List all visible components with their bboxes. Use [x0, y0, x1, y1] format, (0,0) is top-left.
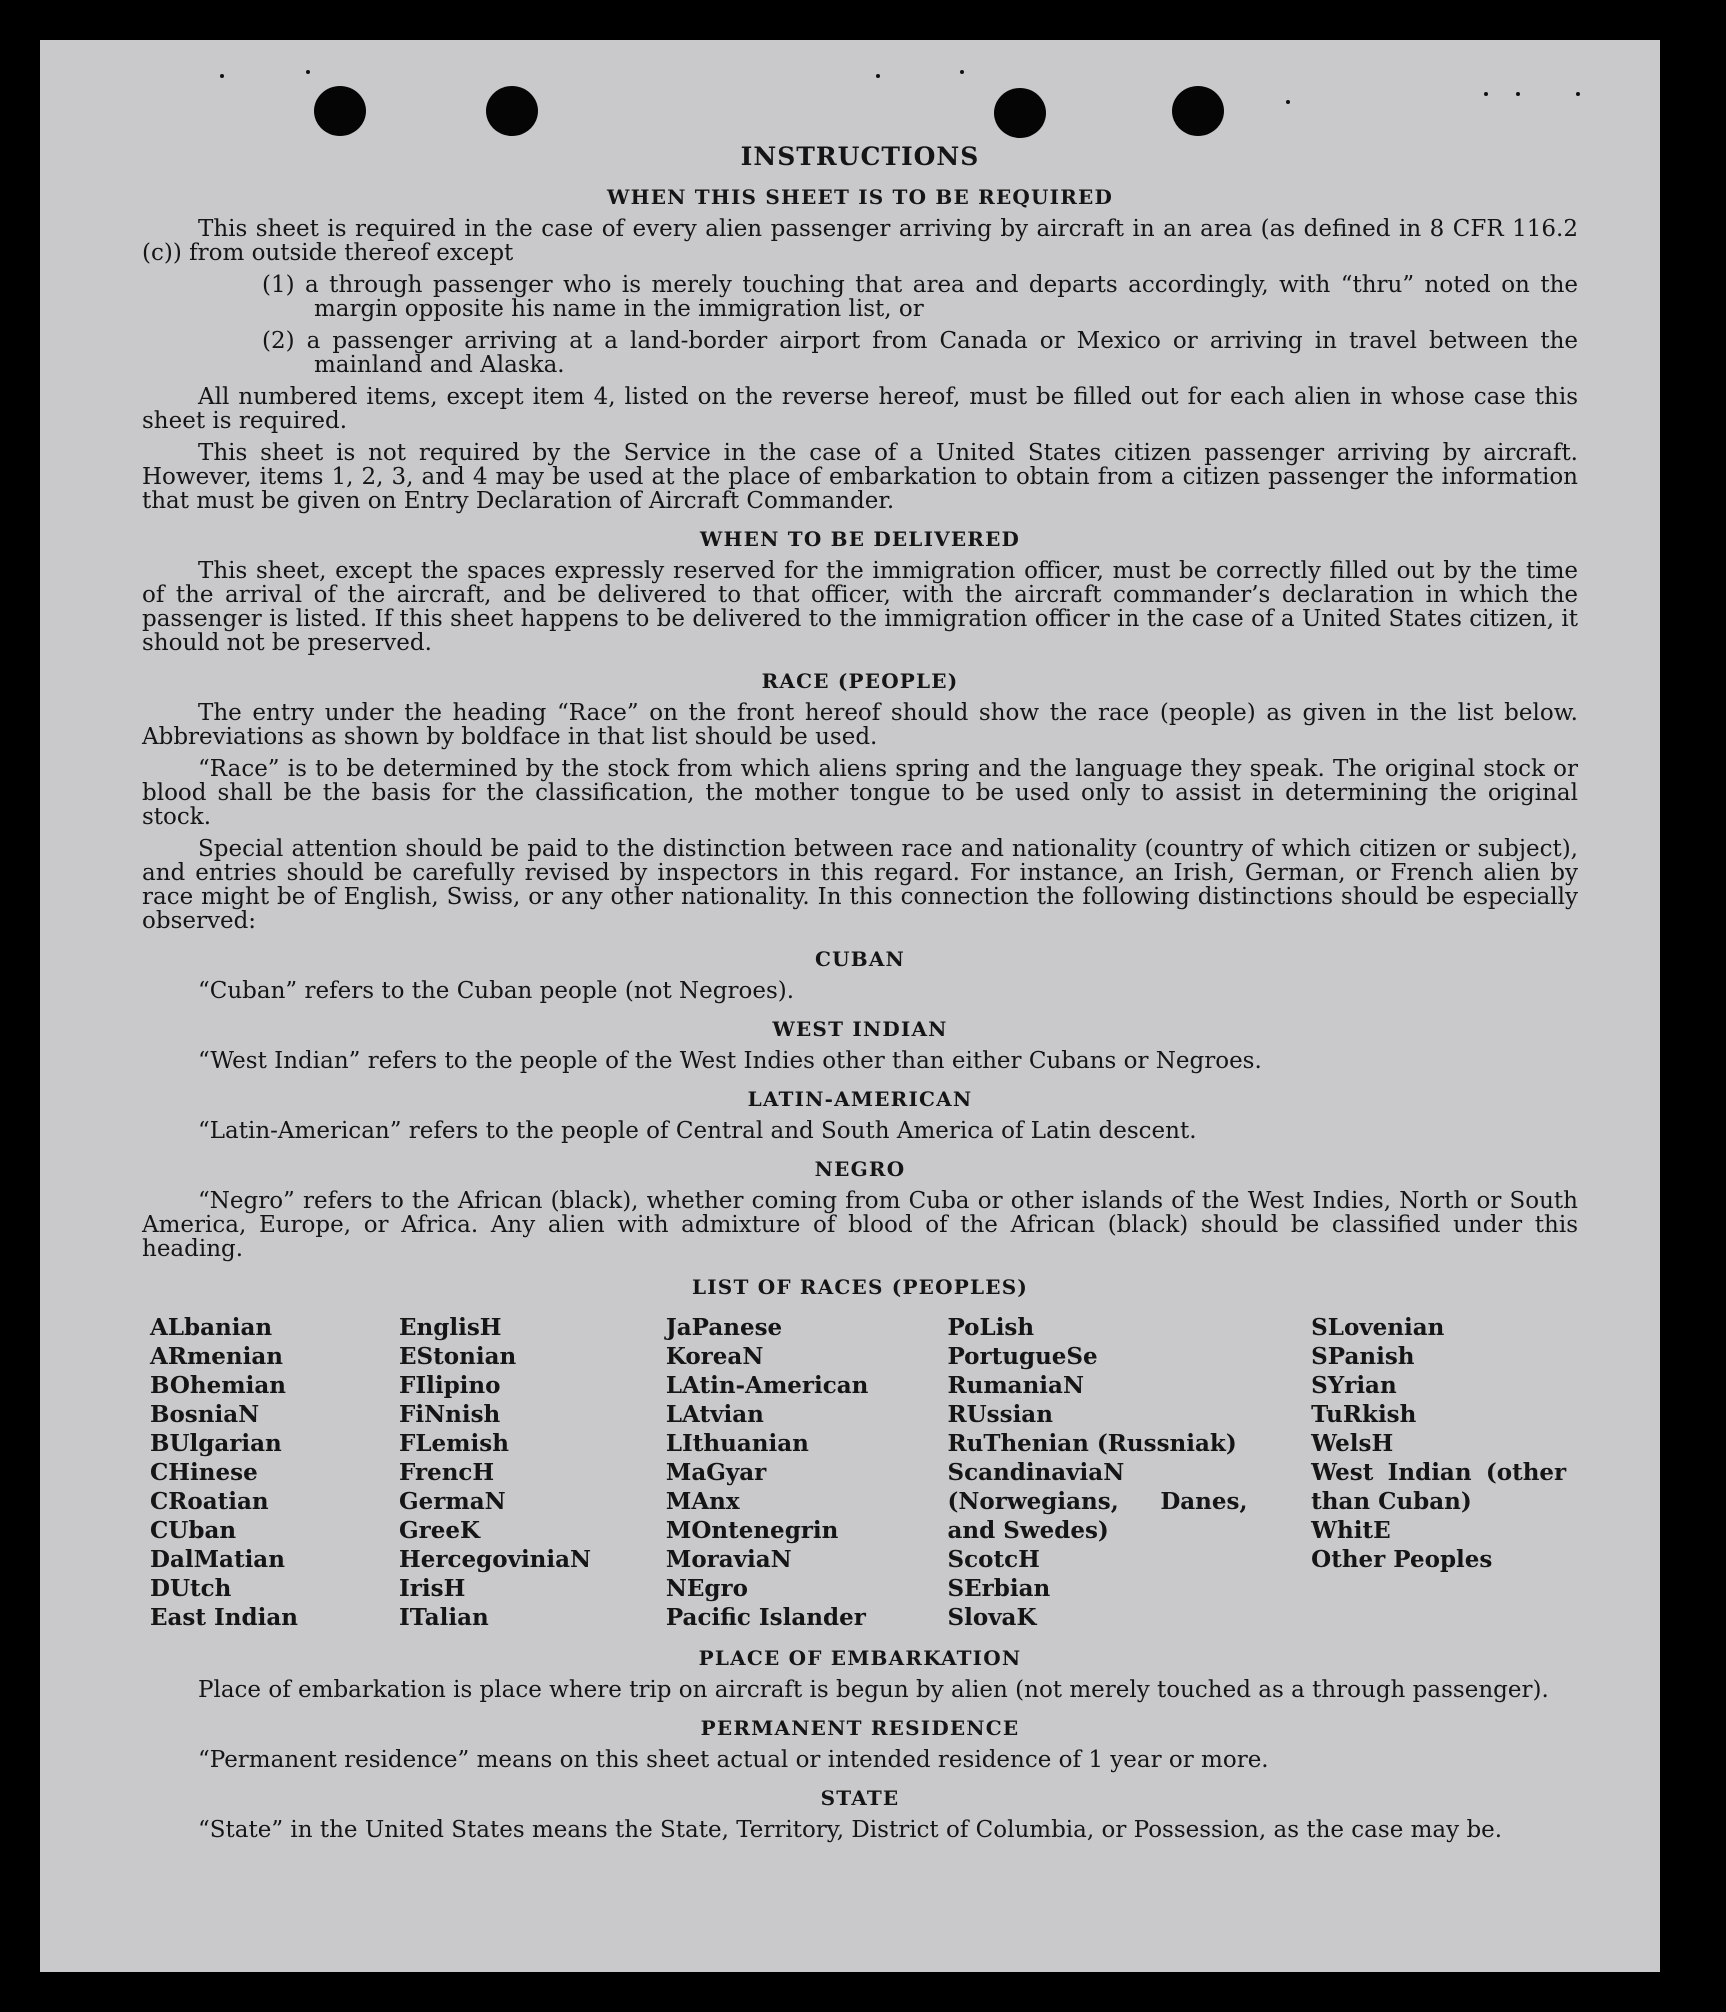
section-heading: STATE: [820, 1786, 900, 1810]
race-entry: LIthuanian: [665, 1430, 809, 1457]
race-entry: MOntenegrin: [665, 1517, 839, 1544]
race-entry: BOhemian: [150, 1372, 286, 1399]
race-entry: CRoatian: [150, 1488, 269, 1515]
race-entry: SErbian: [947, 1575, 1051, 1602]
paragraph: “Negro” refers to the African (black), whether coming from Cuba or other islands of the West Indies, North or South America, Europe, or Africa. Any alien with admixture of blood of the African (black) should be classified under this heading.: [142, 1188, 1578, 1262]
race-entry: MaGyar: [665, 1459, 767, 1486]
race-entry: PoLish: [947, 1314, 1035, 1341]
paragraph: “West Indian” refers to the people of the West Indies other than either Cubans or Negroes.: [198, 1048, 1262, 1074]
section-heading: NEGRO: [814, 1157, 906, 1181]
race-list: [150, 1313, 1578, 1632]
race-entry: MoraviaN: [665, 1546, 792, 1573]
paragraph: “State” in the United States means the State, Territory, District of Columbia, or Possession, as the case may be.: [198, 1817, 1503, 1843]
race-entry: IrisH: [399, 1575, 466, 1602]
speck: [1484, 92, 1488, 96]
race-entry: CUban: [150, 1517, 237, 1544]
paragraph: All numbered items, except item 4, listed on the reverse hereof, must be filled out for each alien in whose case this sheet is required.: [142, 384, 1578, 434]
race-entry: SlovaK: [947, 1604, 1037, 1631]
punch-hole: [314, 86, 366, 136]
section-heading: RACE (PEOPLE): [761, 669, 959, 693]
race-entry: GermaN: [399, 1488, 506, 1515]
race-entry: ALbanian: [150, 1314, 273, 1341]
section-heading: WHEN THIS SHEET IS TO BE REQUIRED: [606, 185, 1114, 209]
race-entry: West Indian (other than Cuban): [1311, 1459, 1567, 1515]
speck: [1576, 92, 1580, 96]
paragraph: This sheet is not required by the Service in the case of a United States citizen passenger arriving by aircraft. However, items 1, 2, 3, and 4 may be used at the place of embarkation to obtain from a citizen passenger the information that must be given on Entry Declaration of Aircraft Commander.: [142, 440, 1578, 514]
section-heading: WHEN TO BE DELIVERED: [699, 527, 1021, 551]
race-entry: ARmenian: [150, 1343, 284, 1370]
exception-item: (2) a passenger arriving at a land-border airport from Canada or Mexico or arriving in travel between the mainland and Alaska.: [262, 328, 1578, 378]
section-heading: PERMANENT RESIDENCE: [700, 1716, 1020, 1740]
page-title: INSTRUCTIONS: [740, 142, 980, 171]
punch-hole: [994, 88, 1046, 138]
race-entry: FIlipino: [399, 1372, 501, 1399]
section-heading: LATIN-AMERICAN: [747, 1087, 973, 1111]
section-heading: LIST OF RACES (PEOPLES): [691, 1275, 1029, 1299]
section-heading: CUBAN: [814, 947, 906, 971]
race-entry: East Indian: [150, 1604, 298, 1631]
paragraph: This sheet is required in the case of every alien passenger arriving by aircraft in an area (as defined in 8 CFR 116.2 (c)) from outside thereof except: [142, 216, 1578, 266]
section-heading: WEST INDIAN: [772, 1017, 948, 1041]
race-entry: LAtin-American: [665, 1372, 869, 1399]
paragraph: The entry under the heading “Race” on the front hereof should show the race (people) as given in the list below. Abbreviations as shown by boldface in that list should be used.: [142, 700, 1578, 750]
race-entry: LAtvian: [665, 1401, 764, 1428]
paragraph: Place of embarkation is place where trip on aircraft is begun by alien (not merely touched as a through passenger).: [198, 1677, 1549, 1703]
speck: [876, 74, 880, 78]
race-entry: Other Peoples: [1311, 1546, 1493, 1573]
race-entry: HercegoviniaN: [399, 1546, 592, 1573]
race-entry: JaPanese: [665, 1314, 783, 1341]
speck: [1516, 92, 1520, 96]
race-entry: DalMatian: [150, 1546, 285, 1573]
race-entry: BUlgarian: [150, 1430, 282, 1457]
race-entry: RUssian: [947, 1401, 1053, 1428]
paragraph: Special attention should be paid to the distinction between race and nationality (country of which citizen or subject), and entries should be carefully revised by inspectors in this regard. For instance, an Irish, German, or French alien by race might be of English, Swiss, or any other nationality. In this connection the following distinctions should be especially observed:: [142, 836, 1578, 934]
race-entry: FrencH: [399, 1459, 495, 1486]
paragraph: “Race” is to be determined by the stock from which aliens spring and the language they speak. The original stock or blood shall be the basis for the classification, the mother tongue to be used only to assist in determining the original stock.: [142, 756, 1578, 830]
race-entry: FLemish: [399, 1430, 509, 1457]
race-entry: RumaniaN: [947, 1372, 1084, 1399]
race-entry: BosniaN: [150, 1401, 260, 1428]
document-page: [40, 40, 1660, 1972]
race-entry: ITalian: [399, 1604, 489, 1631]
race-entry: DUtch: [150, 1575, 232, 1602]
exception-item: (1) a through passenger who is merely touching that area and departs accordingly, with “thru” noted on the margin opposite his name in the immigration list, or: [262, 272, 1578, 322]
race-entry: Pacific Islander: [665, 1604, 866, 1631]
race-entry: MAnx: [665, 1488, 740, 1515]
paragraph: “Latin-American” refers to the people of Central and South America of Latin descent.: [198, 1118, 1197, 1144]
punch-hole: [1172, 86, 1224, 136]
punch-hole: [486, 86, 538, 136]
race-column: [666, 1313, 948, 1632]
race-entry: EStonian: [399, 1343, 517, 1370]
race-entry: SLovenian: [1311, 1314, 1445, 1341]
race-entry: CHinese: [150, 1459, 258, 1486]
speck: [960, 70, 964, 74]
race-entry: ScandinaviaN (Norwegians, Danes, and Swedes): [947, 1459, 1248, 1544]
race-entry: WelsH: [1311, 1430, 1394, 1457]
race-entry: TuRkish: [1311, 1401, 1417, 1428]
speck: [306, 70, 310, 74]
race-entry: RuThenian (Russniak): [947, 1430, 1237, 1457]
paragraph: “Permanent residence” means on this sheet actual or intended residence of 1 year or more.: [198, 1747, 1269, 1773]
paragraph: This sheet, except the spaces expressly reserved for the immigration officer, must be correctly filled out by the time of the arrival of the aircraft, and be delivered to that officer, with the aircraft commander’s declaration in which the passenger is listed. If this sheet happens to be delivered to the immigration officer in the case of a United States citizen, it should not be preserved.: [142, 558, 1578, 656]
race-entry: EnglisH: [399, 1314, 502, 1341]
race-entry: ScotcH: [947, 1546, 1040, 1573]
race-entry: WhitE: [1311, 1517, 1391, 1544]
race-entry: SPanish: [1311, 1343, 1415, 1370]
race-entry: NEgro: [665, 1575, 748, 1602]
speck: [1286, 100, 1290, 104]
race-entry: FiNnish: [399, 1401, 501, 1428]
speck: [220, 74, 224, 78]
race-column: [150, 1313, 399, 1632]
race-column: [948, 1313, 1312, 1632]
race-column: [399, 1313, 666, 1632]
race-entry: SYrian: [1311, 1372, 1397, 1399]
race-column: [1311, 1313, 1578, 1632]
race-entry: KoreaN: [665, 1343, 764, 1370]
section-heading: PLACE OF EMBARKATION: [698, 1646, 1022, 1670]
race-entry: GreeK: [399, 1517, 481, 1544]
paragraph: “Cuban” refers to the Cuban people (not Negroes).: [198, 978, 795, 1004]
race-entry: PortugueSe: [947, 1343, 1098, 1370]
